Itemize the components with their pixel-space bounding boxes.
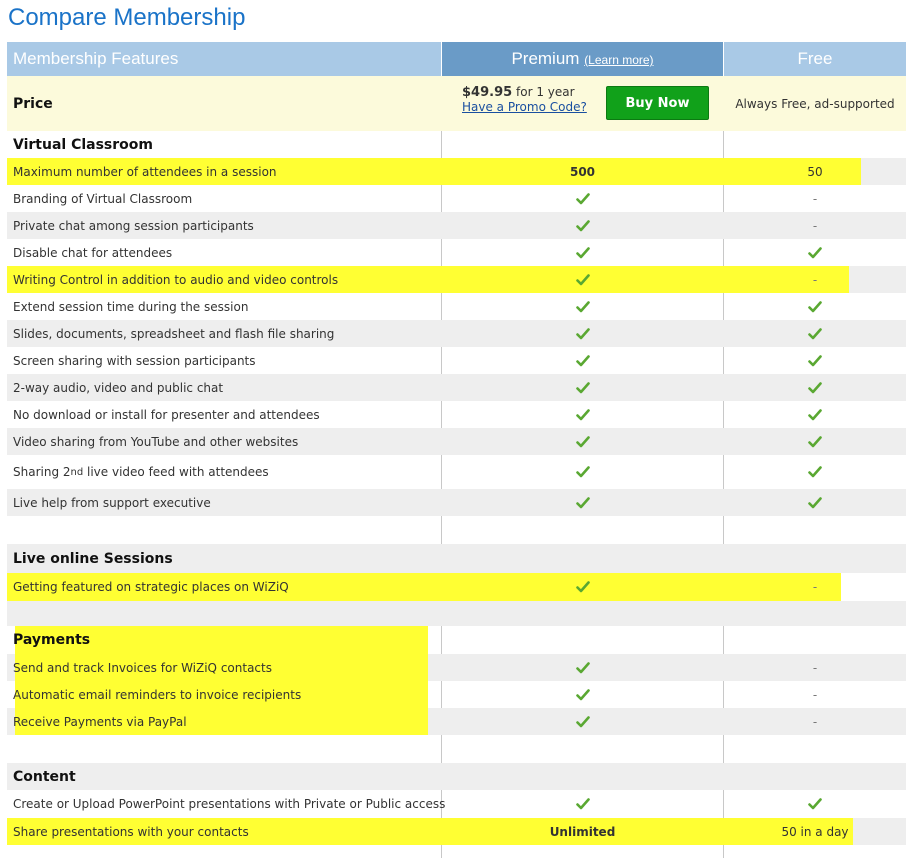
free-value (724, 654, 906, 681)
feature-row (7, 428, 906, 455)
premium-value-text: 500 (569, 164, 596, 179)
premium-value (442, 347, 723, 374)
check-icon (808, 797, 822, 811)
premium-value (442, 239, 723, 266)
feature-label: Create or Upload PowerPoint presentations with Private or Public access (13, 797, 446, 811)
page-title: Compare Membership (8, 4, 246, 31)
check-icon (576, 435, 590, 449)
section-header-live-sessions (7, 544, 906, 573)
feature-row (7, 374, 906, 401)
feature-row (7, 818, 906, 845)
free-value (724, 320, 906, 347)
free-value (724, 428, 906, 455)
feature-label-part: live video feed with attendees (83, 465, 269, 479)
free-value (724, 681, 906, 708)
check-icon (808, 354, 822, 368)
free-value-text: - (812, 580, 818, 594)
check-icon (576, 797, 590, 811)
price-row (7, 76, 906, 131)
premium-value (442, 266, 723, 293)
feature-row (7, 708, 906, 735)
premium-value (442, 790, 723, 818)
free-value (724, 266, 906, 293)
learn-more-link[interactable]: (Learn more) (584, 53, 654, 67)
feature-row (7, 239, 906, 266)
feature-row (7, 573, 906, 601)
check-icon (576, 496, 590, 510)
check-icon (576, 273, 590, 287)
header-premium (442, 42, 723, 76)
feature-label: Share presentations with your contacts (13, 824, 249, 839)
spacer-row (7, 516, 906, 544)
feature-label-part: Sharing 2 (13, 465, 71, 479)
free-value (724, 573, 906, 601)
free-value (724, 818, 906, 845)
buy-now-button[interactable]: Buy Now (606, 86, 709, 120)
feature-row (7, 681, 906, 708)
check-icon (576, 688, 590, 702)
premium-value (442, 489, 723, 516)
free-value (724, 212, 906, 239)
free-value (724, 455, 906, 489)
free-value (724, 185, 906, 212)
free-value (724, 790, 906, 818)
premium-value (442, 401, 723, 428)
feature-row (7, 158, 906, 185)
check-icon (808, 300, 822, 314)
section-title: Payments (13, 632, 91, 648)
feature-label: No download or install for presenter and attendees (13, 407, 320, 422)
check-icon (808, 408, 822, 422)
free-value (724, 293, 906, 320)
section-header-content (7, 763, 906, 790)
check-icon (808, 435, 822, 449)
premium-value (442, 654, 723, 681)
check-icon (576, 327, 590, 341)
check-icon (576, 381, 590, 395)
free-value-text: 50 in a day (781, 824, 849, 839)
check-icon (808, 465, 822, 479)
check-icon (576, 192, 590, 206)
check-icon (808, 246, 822, 260)
feature-row (7, 212, 906, 239)
premium-value (442, 708, 723, 735)
free-value (724, 158, 906, 185)
premium-value (442, 320, 723, 347)
feature-label: Extend session time during the session (13, 299, 249, 314)
free-value-text: - (812, 687, 818, 702)
check-icon (576, 300, 590, 314)
free-value-text: - (812, 660, 818, 675)
check-icon (576, 580, 590, 594)
premium-value (442, 374, 723, 401)
section-title: Virtual Classroom (13, 136, 153, 153)
premium-label: Premium (511, 49, 580, 68)
check-icon (808, 327, 822, 341)
feature-row (7, 455, 906, 489)
feature-label: Video sharing from YouTube and other websites (13, 434, 299, 449)
feature-row (7, 185, 906, 212)
check-icon (576, 661, 590, 675)
free-value (724, 347, 906, 374)
feature-label: Getting featured on strategic places on WiZiQ (13, 580, 289, 594)
premium-value (442, 818, 723, 845)
section-header-virtual-classroom (7, 131, 906, 158)
feature-row (7, 401, 906, 428)
premium-value (442, 573, 723, 601)
price-label: Price (13, 95, 53, 112)
feature-label (13, 455, 269, 489)
feature-label: Automatic email reminders to invoice recipients (13, 687, 302, 702)
check-icon (576, 465, 590, 479)
feature-label: Live help from support executive (13, 495, 211, 510)
premium-value-text: Unlimited (549, 824, 616, 839)
feature-row (7, 293, 906, 320)
feature-row (7, 790, 906, 818)
premium-value (442, 293, 723, 320)
feature-label: Private chat among session participants (13, 218, 254, 233)
section-title: Content (13, 768, 76, 785)
free-value (724, 374, 906, 401)
feature-label: Maximum number of attendees in a session (13, 164, 277, 179)
feature-label: Receive Payments via PayPal (13, 714, 187, 729)
check-icon (808, 381, 822, 395)
feature-label: Screen sharing with session participants (13, 353, 256, 368)
free-value-text: - (812, 191, 818, 206)
spacer-row (7, 735, 906, 763)
feature-label: Writing Control in addition to audio and video controls (13, 272, 339, 287)
free-value-text: - (812, 714, 818, 729)
premium-value (442, 681, 723, 708)
free-value (724, 239, 906, 266)
price-premium-cell (442, 76, 723, 131)
feature-label: Disable chat for attendees (13, 245, 173, 260)
check-icon (576, 715, 590, 729)
promo-code-link[interactable]: Have a Promo Code? (462, 100, 587, 114)
check-icon (576, 246, 590, 260)
free-value-text: 50 (807, 164, 823, 179)
feature-label: Branding of Virtual Classroom (13, 191, 193, 206)
feature-row (7, 654, 906, 681)
premium-value (442, 455, 723, 489)
check-icon (576, 219, 590, 233)
premium-value (442, 185, 723, 212)
section-title: Live online Sessions (13, 550, 173, 567)
price-period: for 1 year (516, 85, 575, 99)
spacer-row (7, 601, 906, 626)
check-icon (808, 496, 822, 510)
feature-label: Send and track Invoices for WiZiQ contacts (13, 660, 272, 675)
feature-label-part: nd (70, 466, 84, 478)
free-value-text: - (812, 272, 818, 287)
header-free: Free (724, 42, 906, 76)
free-value (724, 708, 906, 735)
header-features: Membership Features (7, 42, 441, 76)
premium-value (442, 428, 723, 455)
feature-row (7, 489, 906, 516)
price-box (462, 85, 587, 115)
free-value (724, 489, 906, 516)
feature-row (7, 347, 906, 374)
feature-label: 2-way audio, video and public chat (13, 380, 224, 395)
free-value-text: - (812, 218, 818, 233)
premium-value (442, 212, 723, 239)
free-value (724, 401, 906, 428)
feature-row (7, 266, 906, 293)
check-icon (576, 354, 590, 368)
feature-label: Slides, documents, spreadsheet and flash file sharing (13, 326, 335, 341)
premium-value (442, 158, 723, 185)
section-header-payments (7, 626, 906, 654)
price-amount: $49.95 (462, 85, 513, 100)
price-free-note: Always Free, ad-supported (735, 96, 895, 111)
feature-row (7, 320, 906, 347)
check-icon (576, 408, 590, 422)
